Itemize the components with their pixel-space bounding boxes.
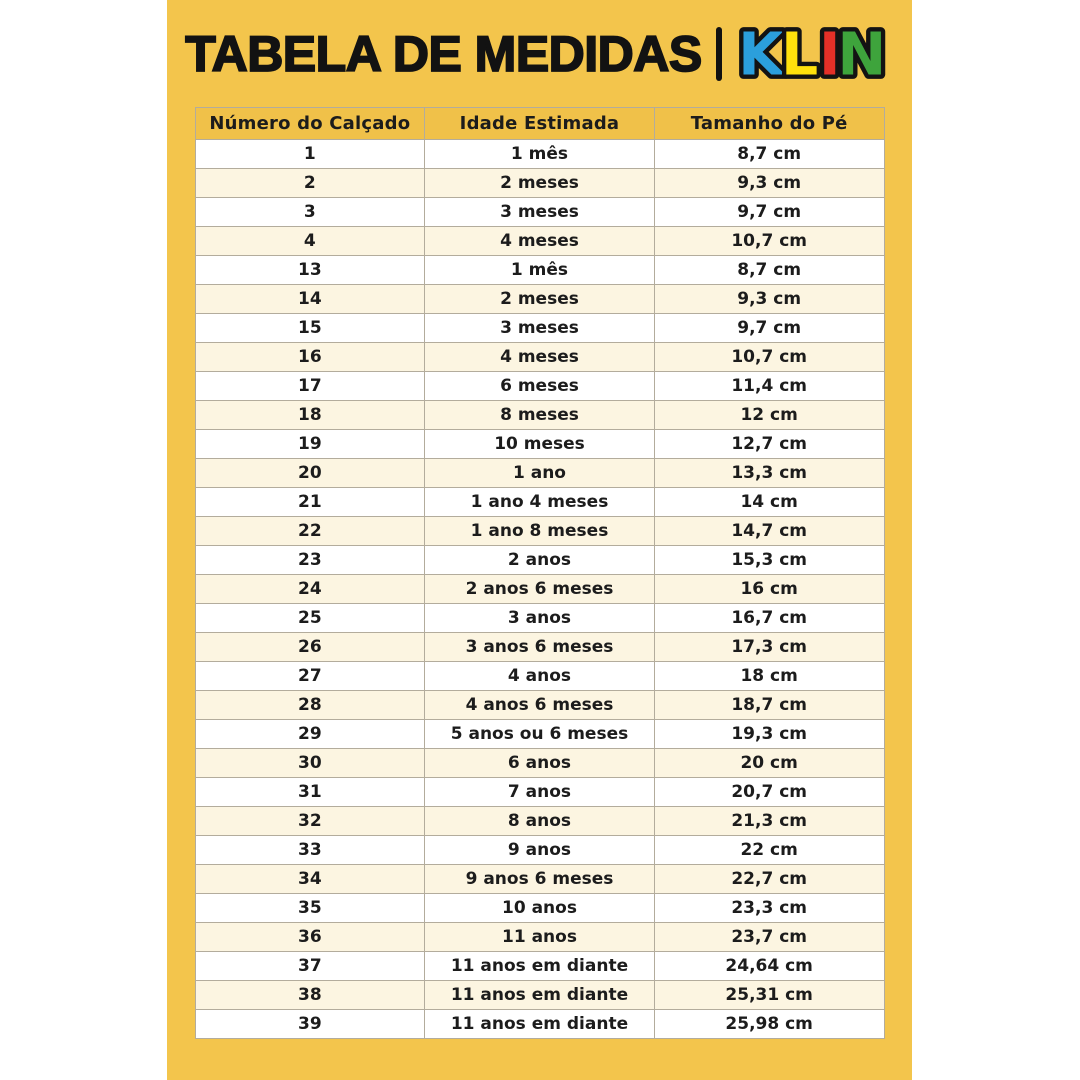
cell-shoe-number: 2 [195,169,425,198]
cell-estimated-age: 7 anos [425,778,655,807]
cell-foot-size: 17,3 cm [654,633,884,662]
cell-foot-size: 8,7 cm [654,140,884,169]
cell-foot-size: 16 cm [654,575,884,604]
cell-foot-size: 11,4 cm [654,372,884,401]
cell-estimated-age: 8 meses [425,401,655,430]
cell-shoe-number: 16 [195,343,425,372]
table-row [195,314,884,343]
table-row [195,662,884,691]
cell-foot-size: 9,3 cm [654,169,884,198]
title-divider [716,27,722,81]
header-row [195,108,884,140]
table-row [195,169,884,198]
logo-letter-n: N [837,19,886,88]
column-header-estimated-age: Idade Estimada [425,108,655,140]
cell-estimated-age: 6 meses [425,372,655,401]
cell-estimated-age: 3 meses [425,198,655,227]
logo-letter-l: L [780,19,818,88]
klin-brand-logo [736,18,894,90]
table-row [195,923,884,952]
table-row [195,401,884,430]
cell-foot-size: 9,3 cm [654,285,884,314]
cell-shoe-number: 37 [195,952,425,981]
cell-estimated-age: 2 meses [425,285,655,314]
table-row [195,778,884,807]
table-row [195,720,884,749]
cell-estimated-age: 9 anos 6 meses [425,865,655,894]
cell-estimated-age: 4 anos 6 meses [425,691,655,720]
cell-estimated-age: 8 anos [425,807,655,836]
cell-shoe-number: 25 [195,604,425,633]
cell-shoe-number: 30 [195,749,425,778]
cell-estimated-age: 5 anos ou 6 meses [425,720,655,749]
cell-shoe-number: 3 [195,198,425,227]
cell-estimated-age: 2 meses [425,169,655,198]
cell-estimated-age: 1 mês [425,256,655,285]
table-row [195,546,884,575]
table-row [195,198,884,227]
cell-foot-size: 25,31 cm [654,981,884,1010]
cell-estimated-age: 3 meses [425,314,655,343]
cell-foot-size: 16,7 cm [654,604,884,633]
cell-foot-size: 12,7 cm [654,430,884,459]
cell-shoe-number: 20 [195,459,425,488]
cell-shoe-number: 34 [195,865,425,894]
poster-header [167,0,912,107]
cell-shoe-number: 26 [195,633,425,662]
table-row [195,952,884,981]
table-row [195,430,884,459]
cell-estimated-age: 11 anos em diante [425,1010,655,1039]
table-row [195,459,884,488]
cell-estimated-age: 1 ano [425,459,655,488]
cell-shoe-number: 24 [195,575,425,604]
cell-shoe-number: 32 [195,807,425,836]
cell-estimated-age: 4 meses [425,227,655,256]
table-row [195,807,884,836]
cell-estimated-age: 6 anos [425,749,655,778]
cell-foot-size: 21,3 cm [654,807,884,836]
cell-estimated-age: 3 anos 6 meses [425,633,655,662]
table-row [195,372,884,401]
table-row [195,343,884,372]
table-row [195,981,884,1010]
cell-shoe-number: 4 [195,227,425,256]
cell-foot-size: 18,7 cm [654,691,884,720]
cell-estimated-age: 11 anos em diante [425,981,655,1010]
cell-foot-size: 14 cm [654,488,884,517]
cell-foot-size: 18 cm [654,662,884,691]
table-row [195,691,884,720]
cell-estimated-age: 10 meses [425,430,655,459]
cell-estimated-age: 11 anos [425,923,655,952]
cell-foot-size: 23,3 cm [654,894,884,923]
cell-foot-size: 8,7 cm [654,256,884,285]
cell-shoe-number: 19 [195,430,425,459]
cell-foot-size: 20,7 cm [654,778,884,807]
cell-foot-size: 22,7 cm [654,865,884,894]
size-table [195,107,885,1039]
logo-letter-i: I [818,19,841,88]
cell-foot-size: 13,3 cm [654,459,884,488]
cell-shoe-number: 1 [195,140,425,169]
table-row [195,575,884,604]
cell-foot-size: 10,7 cm [654,227,884,256]
cell-shoe-number: 35 [195,894,425,923]
cell-shoe-number: 31 [195,778,425,807]
table-row [195,894,884,923]
cell-foot-size: 24,64 cm [654,952,884,981]
cell-estimated-age: 2 anos [425,546,655,575]
cell-foot-size: 22 cm [654,836,884,865]
cell-shoe-number: 28 [195,691,425,720]
cell-estimated-age: 3 anos [425,604,655,633]
cell-estimated-age: 4 meses [425,343,655,372]
column-header-foot-size: Tamanho do Pé [654,108,884,140]
table-row [195,517,884,546]
cell-foot-size: 14,7 cm [654,517,884,546]
cell-foot-size: 20 cm [654,749,884,778]
table-row [195,836,884,865]
cell-shoe-number: 36 [195,923,425,952]
table-row [195,749,884,778]
table-row [195,1010,884,1039]
cell-shoe-number: 21 [195,488,425,517]
cell-foot-size: 12 cm [654,401,884,430]
table-row [195,865,884,894]
cell-shoe-number: 15 [195,314,425,343]
cell-shoe-number: 14 [195,285,425,314]
cell-estimated-age: 11 anos em diante [425,952,655,981]
cell-shoe-number: 17 [195,372,425,401]
cell-shoe-number: 13 [195,256,425,285]
cell-foot-size: 10,7 cm [654,343,884,372]
cell-estimated-age: 1 ano 8 meses [425,517,655,546]
cell-foot-size: 23,7 cm [654,923,884,952]
cell-shoe-number: 38 [195,981,425,1010]
logo-letter-k: K [737,19,784,88]
table-row [195,227,884,256]
size-table-head [195,108,884,140]
cell-shoe-number: 23 [195,546,425,575]
cell-foot-size: 25,98 cm [654,1010,884,1039]
cell-shoe-number: 33 [195,836,425,865]
cell-estimated-age: 10 anos [425,894,655,923]
cell-foot-size: 15,3 cm [654,546,884,575]
cell-estimated-age: 1 mês [425,140,655,169]
cell-foot-size: 9,7 cm [654,198,884,227]
table-row [195,604,884,633]
table-row [195,140,884,169]
table-row [195,633,884,662]
cell-shoe-number: 22 [195,517,425,546]
cell-shoe-number: 18 [195,401,425,430]
cell-shoe-number: 39 [195,1010,425,1039]
cell-foot-size: 9,7 cm [654,314,884,343]
table-row [195,256,884,285]
size-table-body [195,140,884,1039]
cell-shoe-number: 27 [195,662,425,691]
cell-foot-size: 19,3 cm [654,720,884,749]
cell-shoe-number: 29 [195,720,425,749]
table-row [195,285,884,314]
size-chart-poster [167,0,912,1080]
cell-estimated-age: 4 anos [425,662,655,691]
cell-estimated-age: 2 anos 6 meses [425,575,655,604]
poster-title: TABELA DE MEDIDAS [185,25,702,82]
column-header-shoe-number: Número do Calçado [195,108,425,140]
table-row [195,488,884,517]
cell-estimated-age: 9 anos [425,836,655,865]
cell-estimated-age: 1 ano 4 meses [425,488,655,517]
